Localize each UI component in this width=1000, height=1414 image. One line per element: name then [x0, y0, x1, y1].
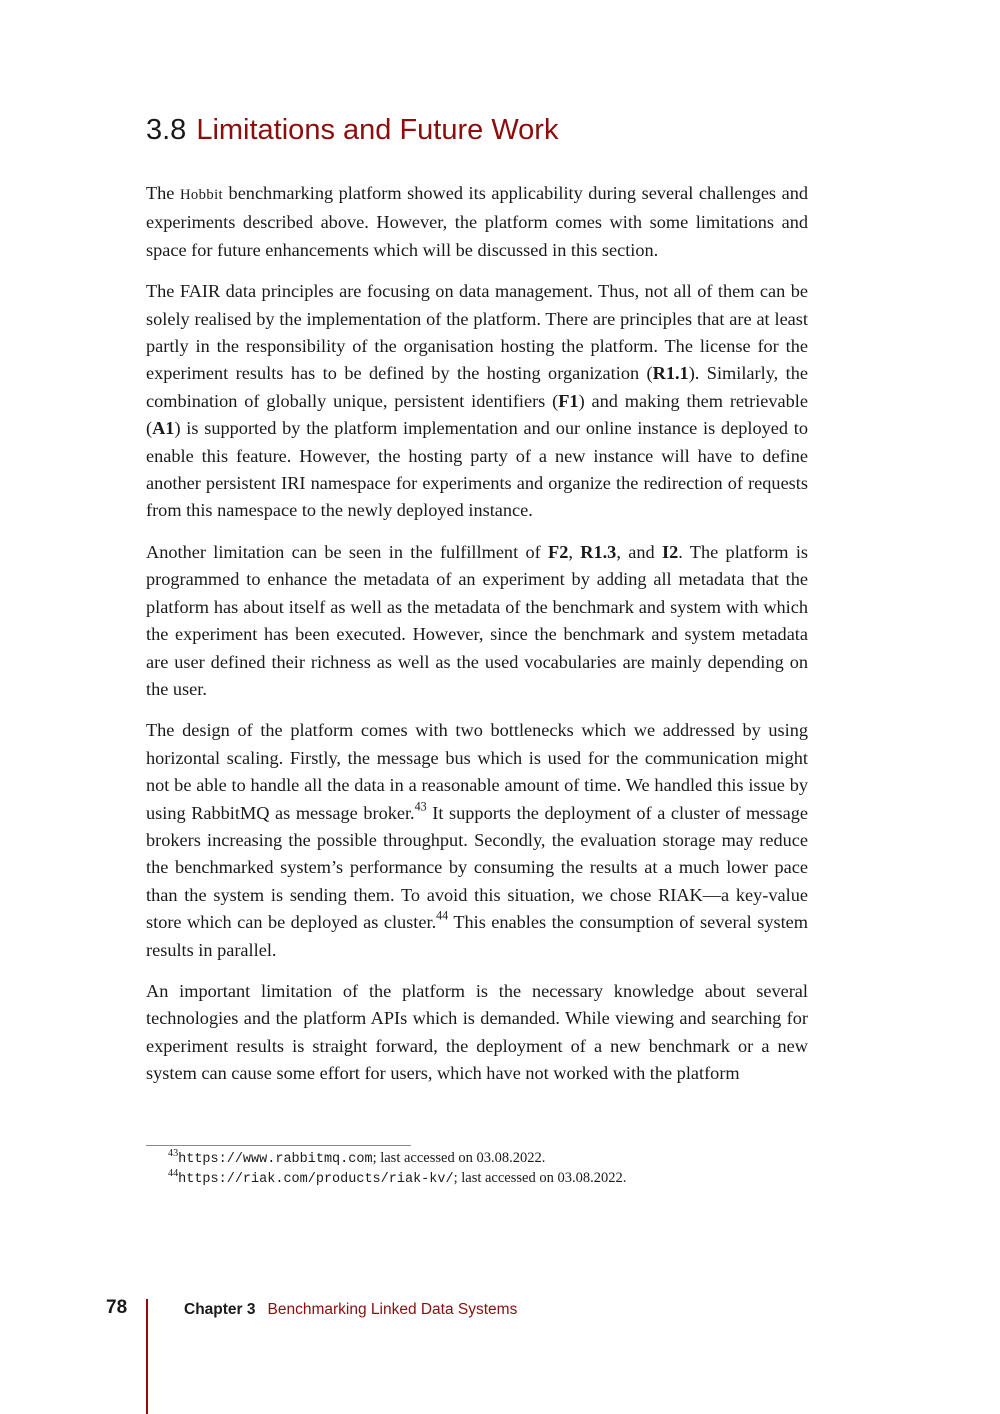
paragraph-3: Another limitation can be seen in the fulfillment of F2, R1.3, and I2. The platform is programmed to enhance the metadata of an experiment by adding all metadata that the platform has about itself as well as the metadata of the benchmark and system with which the experiment has been executed. However, since the benchmark and system metadata are user defined their richness as well as the used vocabularies are mainly depending on the user. [146, 541, 809, 699]
principle-i2: I2 [661, 541, 679, 562]
running-footer [184, 1301, 517, 1319]
principle-r1-1: R1.1 [652, 363, 689, 384]
chapter-label: Chapter 3 [184, 1301, 256, 1318]
footnote-marker: 44 [168, 1167, 179, 1179]
platform-name-smallcaps: Hobbit [179, 187, 223, 203]
footnote-note: ; last accessed on 03.08.2022. [453, 1170, 627, 1186]
paragraph-2: The FAIR data principles are focusing on data management. Thus, not all of them can be solely realised by the implementation of the platform. There are principles that are at least partly in the responsibility of the organisation hosting the platform. The license for the experiment results has to be defined by the hosting organization (R1.1). Similarly, the combination of globally unique, persistent identifiers (F1) and making them retrievable (A1) is supported by the platform implementation and our online instance is deployed to enable this feature. However, the hosting party of a new instance will have to define another persistent IRI namespace for experiments and organize the redirection of requests from this namespace to the newly deployed instance. [146, 281, 808, 521]
paragraph-4: The design of the platform comes with two bottlenecks which we addressed by using horizontal scaling. Firstly, the message bus which is used for the communication might not be able to handle all the data in a reasonable amount of time. We handled this issue by using RabbitMQ as message broker.$^{43}$ It supports the deployment of a cluster of message brokers increasing the possible throughput. Secondly, the evaluation storage may reduce the benchmarked system’s performance by consuming the results at a much lower pace than the system is sending them. To avoid this situation, we chose RIAK—a key-value store which can be deployed as cluster.$^{44}$ This enables the consumption of several system results in parallel. [146, 720, 808, 960]
principle-f2: F2 [548, 541, 569, 562]
body-text [146, 180, 808, 1102]
footnote-44 [168, 1169, 808, 1189]
principle-r1-3: R1.3 [580, 541, 617, 562]
footnote-ref-43[interactable]: 43 [414, 799, 427, 814]
section-heading [146, 112, 558, 148]
paragraph-5: An important limitation of the platform is the necessary knowledge about several technologies and the platform APIs which is demanded. While viewing and searching for experiment results is straight forward, the deployment of a new benchmark or a new system can cause some effort for users, which have not worked with the platform [146, 980, 808, 1084]
principle-a1: A1 [152, 418, 175, 439]
principle-f1: F1 [558, 390, 579, 411]
footnotes [168, 1149, 808, 1189]
footnote-note: ; last accessed on 03.08.2022. [372, 1150, 546, 1166]
section-number: 3.8 [146, 114, 187, 146]
footnote-url[interactable]: https://www.rabbitmq.com [178, 1152, 373, 1167]
footnote-url[interactable]: https://riak.com/products/riak-kv/ [178, 1172, 454, 1187]
footnote-43 [168, 1149, 808, 1169]
paragraph-1: The Hobbit benchmarking platform showed its applicability during several challenges and experiments described above. However, the platform comes with some limitations and space for future enhancements which will be discussed in this section. [146, 183, 808, 260]
footer-vertical-rule [146, 1299, 148, 1414]
section-title: Limitations and Future Work [196, 114, 559, 146]
footnote-marker: 43 [168, 1147, 179, 1159]
chapter-title: Benchmarking Linked Data Systems [267, 1301, 518, 1318]
footnote-divider [146, 1145, 411, 1146]
page-number: 78 [106, 1297, 128, 1318]
footnote-ref-44[interactable]: 44 [436, 908, 449, 923]
